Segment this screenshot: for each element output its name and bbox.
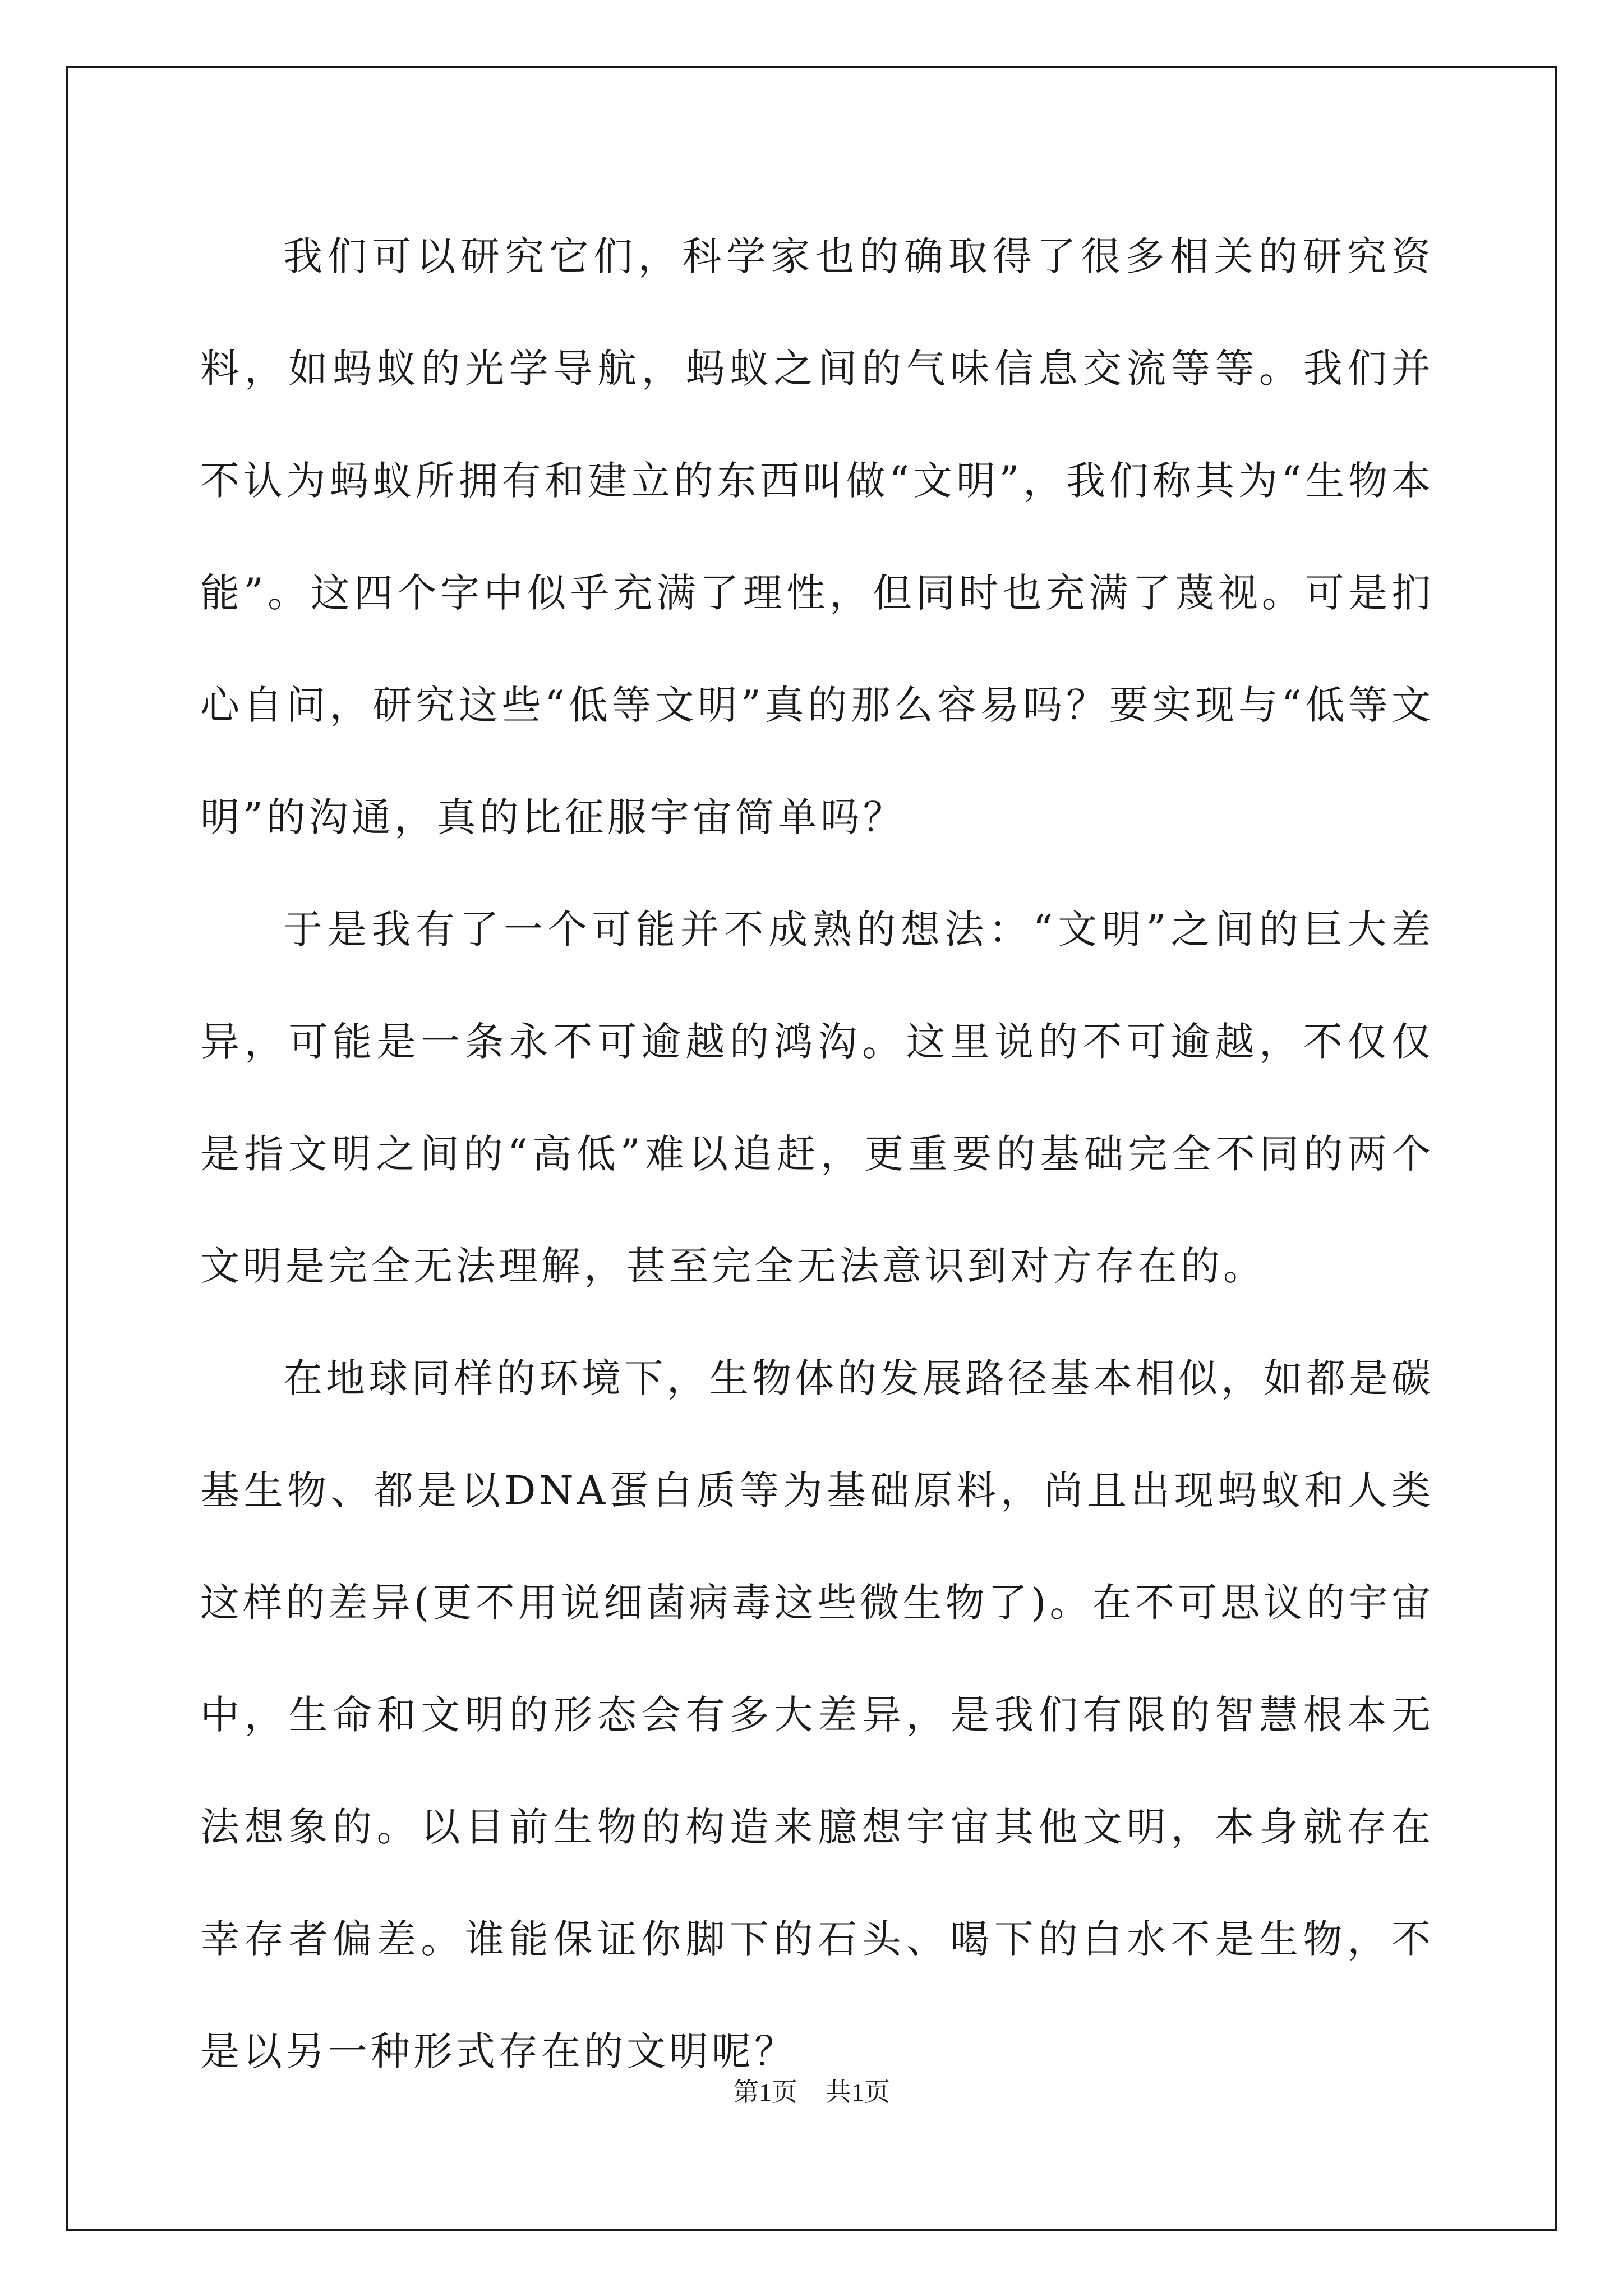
page-total: 共1页 (826, 2078, 890, 2106)
paragraph-1: 我们可以研究它们，科学家也的确取得了很多相关的研究资料，如蚂蚁的光学导航，蚂蚁之间的气味信息交流等等。我们并不认为蚂蚁所拥有和建立的东西叫做“文明”，我们称其为“生物本能”。这四个字中似乎充满了理性，但同时也充满了蔑视。可是扪心自问，研究这些“低等文明”真的那么容易吗？要实现与“低等文明”的沟通，真的比征服宇宙简单吗？ (200, 233, 1434, 840)
page-footer (0, 2076, 1623, 2109)
paragraph-2: 于是我有了一个可能并不成熟的想法：“文明”之间的巨大差异，可能是一条永不可逾越的鸿沟。这里说的不可逾越，不仅仅是指文明之间的“高低”难以追赶，更重要的基础完全不同的两个文明是完全无法理解，甚至完全无法意识到对方存在的。 (200, 907, 1434, 1289)
paragraph-3: 在地球同样的环境下，生物体的发展路径基本相似，如都是碳基生物、都是以DNA蛋白质等为基础原料，尚且出现蚂蚁和人类这样的差异(更不用说细菌病毒这些微生物了)。在不可思议的宇宙中，生命和文明的形态会有多大差异，是我们有限的智慧根本无法想象的。以目前生物的构造来臆想宇宙其他文明，本身就存在幸存者偏差。谁能保证你脚下的石头、喝下的白水不是生物，不是以另一种形式存在的文明呢？ (200, 1355, 1434, 2074)
page-number: 第1页 (733, 2078, 797, 2106)
document-body (200, 200, 1434, 2108)
